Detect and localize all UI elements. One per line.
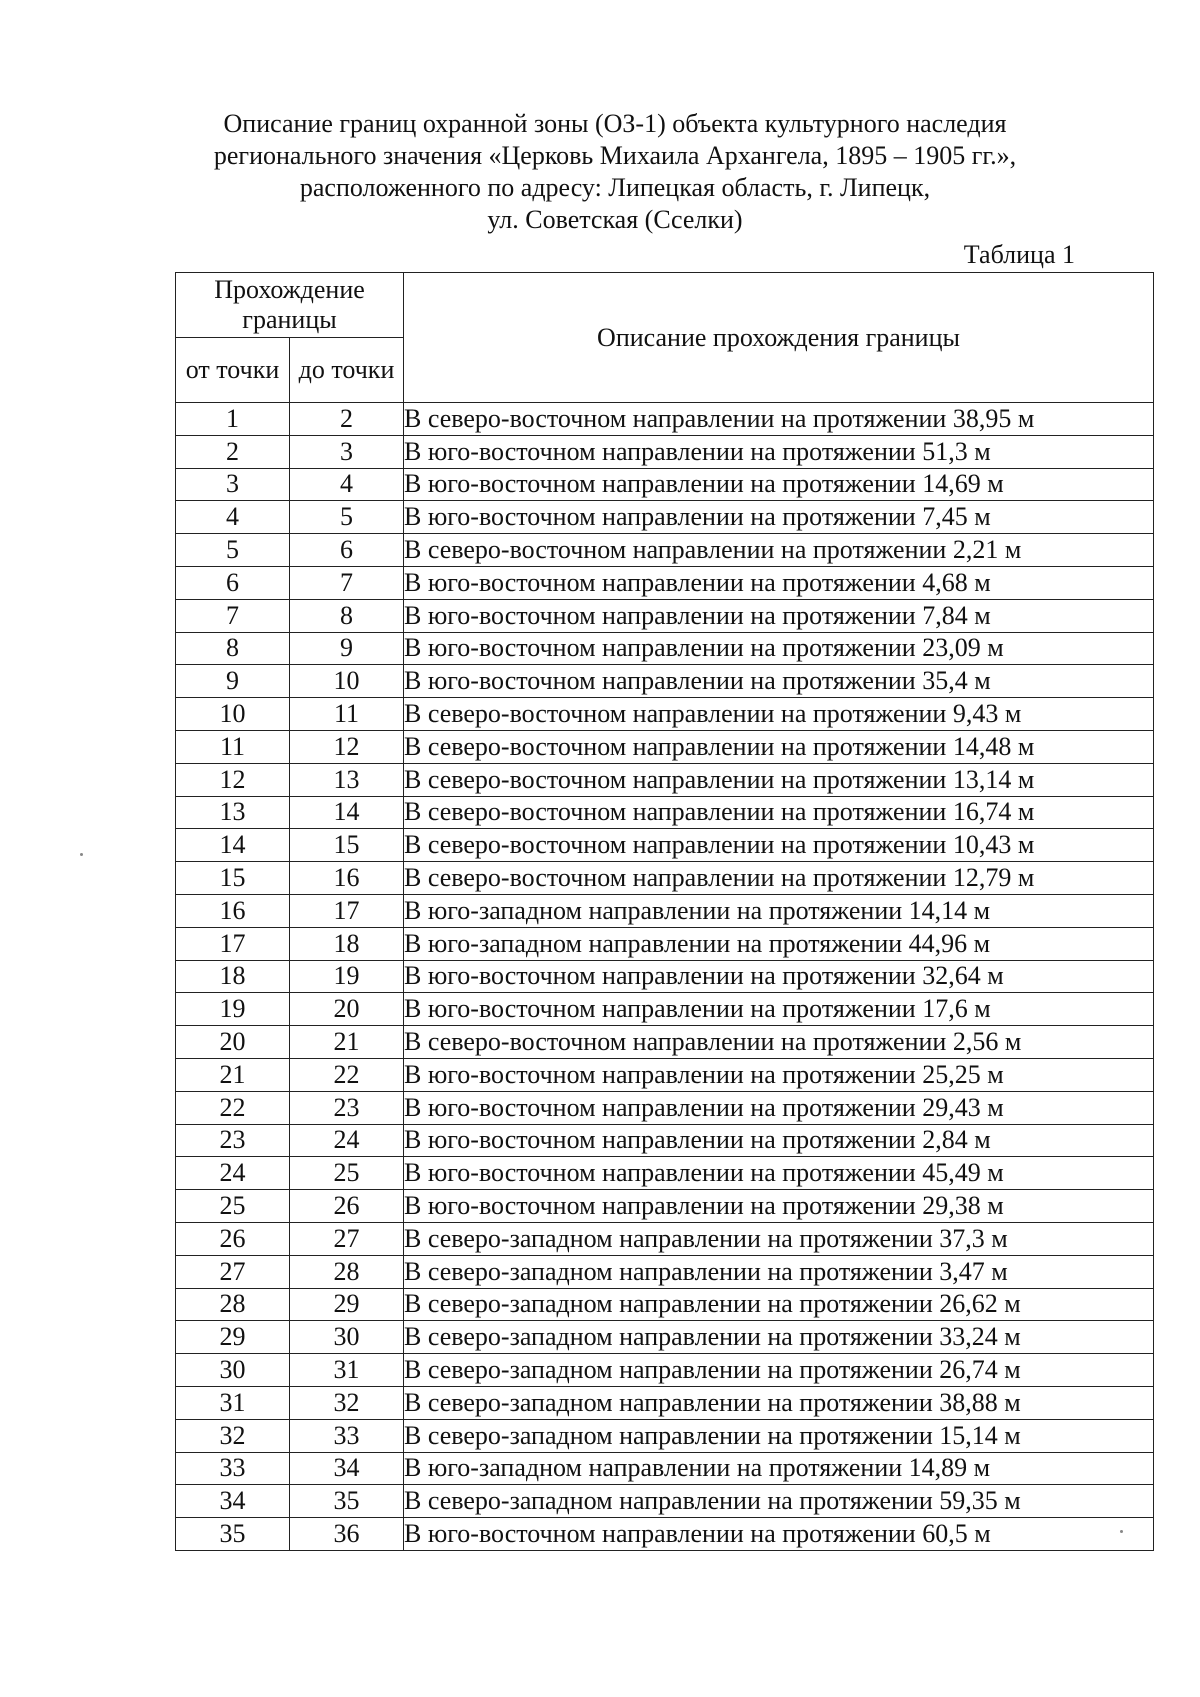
cell-to-point: 4 xyxy=(290,468,404,501)
cell-description: В юго-восточном направлении на протяжении 35,4 м xyxy=(404,665,1154,698)
document-title xyxy=(160,108,1070,236)
cell-to-point: 27 xyxy=(290,1222,404,1255)
cell-description: В северо-западном направлении на протяжении 37,3 м xyxy=(404,1222,1154,1255)
table-label: Таблица 1 xyxy=(963,240,1075,269)
header-from-point: от точки xyxy=(176,338,290,403)
cell-from-point: 1 xyxy=(176,403,290,436)
table-row xyxy=(176,468,1154,501)
cell-description: В юго-восточном направлении на протяжении 7,84 м xyxy=(404,599,1154,632)
table-row xyxy=(176,1091,1154,1124)
cell-from-point: 8 xyxy=(176,632,290,665)
table-row xyxy=(176,1485,1154,1518)
cell-to-point: 30 xyxy=(290,1321,404,1354)
table-row xyxy=(176,698,1154,731)
table-row xyxy=(176,435,1154,468)
cell-to-point: 29 xyxy=(290,1288,404,1321)
cell-from-point: 32 xyxy=(176,1419,290,1452)
cell-from-point: 2 xyxy=(176,435,290,468)
table-row xyxy=(176,993,1154,1026)
header-boundary-passage: Прохождение границы xyxy=(176,273,404,338)
cell-description: В северо-восточном направлении на протяжении 2,56 м xyxy=(404,1026,1154,1059)
title-line: расположенного по адресу: Липецкая область, г. Липецк, xyxy=(299,173,931,202)
cell-from-point: 30 xyxy=(176,1354,290,1387)
table-row xyxy=(176,665,1154,698)
cell-to-point: 28 xyxy=(290,1255,404,1288)
cell-to-point: 35 xyxy=(290,1485,404,1518)
scan-speck xyxy=(80,853,83,856)
boundary-table xyxy=(175,272,1154,1551)
cell-from-point: 18 xyxy=(176,960,290,993)
table-row xyxy=(176,534,1154,567)
title-line: регионального значения «Церковь Михаила Архангела, 1895 – 1905 гг.», xyxy=(213,141,1017,170)
table-row xyxy=(176,501,1154,534)
table-row xyxy=(176,1321,1154,1354)
cell-from-point: 26 xyxy=(176,1222,290,1255)
table-row xyxy=(176,1288,1154,1321)
cell-from-point: 23 xyxy=(176,1124,290,1157)
header-to-point: до точки xyxy=(290,338,404,403)
cell-from-point: 13 xyxy=(176,796,290,829)
table-row xyxy=(176,1058,1154,1091)
table-row xyxy=(176,1419,1154,1452)
cell-to-point: 24 xyxy=(290,1124,404,1157)
cell-from-point: 33 xyxy=(176,1452,290,1485)
cell-description: В северо-западном направлении на протяжении 33,24 м xyxy=(404,1321,1154,1354)
cell-description: В юго-восточном направлении на протяжении 7,45 м xyxy=(404,501,1154,534)
cell-from-point: 7 xyxy=(176,599,290,632)
cell-from-point: 10 xyxy=(176,698,290,731)
cell-description: В северо-западном направлении на протяжении 59,35 м xyxy=(404,1485,1154,1518)
cell-from-point: 27 xyxy=(176,1255,290,1288)
cell-to-point: 10 xyxy=(290,665,404,698)
cell-to-point: 22 xyxy=(290,1058,404,1091)
cell-from-point: 20 xyxy=(176,1026,290,1059)
cell-from-point: 5 xyxy=(176,534,290,567)
cell-description: В юго-восточном направлении на протяжении 45,49 м xyxy=(404,1157,1154,1190)
cell-from-point: 12 xyxy=(176,763,290,796)
cell-description: В северо-восточном направлении на протяжении 10,43 м xyxy=(404,829,1154,862)
cell-to-point: 8 xyxy=(290,599,404,632)
cell-to-point: 23 xyxy=(290,1091,404,1124)
header-description: Описание прохождения границы xyxy=(404,273,1154,403)
cell-to-point: 16 xyxy=(290,862,404,895)
cell-to-point: 15 xyxy=(290,829,404,862)
cell-from-point: 3 xyxy=(176,468,290,501)
cell-to-point: 19 xyxy=(290,960,404,993)
cell-to-point: 33 xyxy=(290,1419,404,1452)
cell-description: В северо-восточном направлении на протяжении 13,14 м xyxy=(404,763,1154,796)
table-row xyxy=(176,1386,1154,1419)
table-row xyxy=(176,763,1154,796)
cell-description: В юго-восточном направлении на протяжении 14,69 м xyxy=(404,468,1154,501)
cell-to-point: 32 xyxy=(290,1386,404,1419)
table-row xyxy=(176,599,1154,632)
cell-from-point: 17 xyxy=(176,927,290,960)
title-line: ул. Советская (Сселки) xyxy=(487,205,743,234)
cell-to-point: 12 xyxy=(290,730,404,763)
cell-description: В северо-восточном направлении на протяжении 2,21 м xyxy=(404,534,1154,567)
table-row xyxy=(176,1518,1154,1551)
table-row xyxy=(176,960,1154,993)
cell-from-point: 24 xyxy=(176,1157,290,1190)
cell-from-point: 14 xyxy=(176,829,290,862)
cell-to-point: 14 xyxy=(290,796,404,829)
scan-speck xyxy=(1120,1530,1123,1533)
table-row xyxy=(176,1190,1154,1223)
cell-description: В юго-восточном направлении на протяжении 23,09 м xyxy=(404,632,1154,665)
cell-from-point: 11 xyxy=(176,730,290,763)
cell-to-point: 31 xyxy=(290,1354,404,1387)
table-row xyxy=(176,1124,1154,1157)
cell-to-point: 20 xyxy=(290,993,404,1026)
cell-from-point: 19 xyxy=(176,993,290,1026)
cell-description: В юго-восточном направлении на протяжении 51,3 м xyxy=(404,435,1154,468)
cell-description: В северо-западном направлении на протяжении 15,14 м xyxy=(404,1419,1154,1452)
table-row xyxy=(176,796,1154,829)
table-row xyxy=(176,1255,1154,1288)
cell-description: В юго-восточном направлении на протяжении 4,68 м xyxy=(404,566,1154,599)
cell-description: В юго-восточном направлении на протяжении 2,84 м xyxy=(404,1124,1154,1157)
table-row xyxy=(176,566,1154,599)
cell-from-point: 34 xyxy=(176,1485,290,1518)
cell-description: В северо-восточном направлении на протяжении 14,48 м xyxy=(404,730,1154,763)
cell-description: В северо-восточном направлении на протяжении 9,43 м xyxy=(404,698,1154,731)
cell-description: В юго-западном направлении на протяжении 14,14 м xyxy=(404,894,1154,927)
cell-from-point: 28 xyxy=(176,1288,290,1321)
cell-description: В северо-западном направлении на протяжении 26,74 м xyxy=(404,1354,1154,1387)
cell-description: В юго-восточном направлении на протяжении 32,64 м xyxy=(404,960,1154,993)
table-row xyxy=(176,730,1154,763)
table-row xyxy=(176,403,1154,436)
cell-to-point: 36 xyxy=(290,1518,404,1551)
cell-description: В северо-западном направлении на протяжении 38,88 м xyxy=(404,1386,1154,1419)
cell-to-point: 34 xyxy=(290,1452,404,1485)
title-line: Описание границ охранной зоны (ОЗ-1) объекта культурного наследия xyxy=(223,109,1007,138)
cell-from-point: 29 xyxy=(176,1321,290,1354)
cell-from-point: 4 xyxy=(176,501,290,534)
cell-description: В северо-восточном направлении на протяжении 38,95 м xyxy=(404,403,1154,436)
cell-from-point: 35 xyxy=(176,1518,290,1551)
cell-to-point: 3 xyxy=(290,435,404,468)
cell-to-point: 6 xyxy=(290,534,404,567)
cell-from-point: 31 xyxy=(176,1386,290,1419)
cell-from-point: 9 xyxy=(176,665,290,698)
cell-to-point: 17 xyxy=(290,894,404,927)
table-row xyxy=(176,894,1154,927)
cell-description: В юго-восточном направлении на протяжении 60,5 м xyxy=(404,1518,1154,1551)
cell-description: В северо-восточном направлении на протяжении 12,79 м xyxy=(404,862,1154,895)
cell-description: В северо-западном направлении на протяжении 26,62 м xyxy=(404,1288,1154,1321)
cell-to-point: 5 xyxy=(290,501,404,534)
cell-description: В северо-восточном направлении на протяжении 16,74 м xyxy=(404,796,1154,829)
cell-description: В северо-западном направлении на протяжении 3,47 м xyxy=(404,1255,1154,1288)
table-row xyxy=(176,927,1154,960)
cell-from-point: 6 xyxy=(176,566,290,599)
table-row xyxy=(176,829,1154,862)
table-row xyxy=(176,1354,1154,1387)
cell-to-point: 26 xyxy=(290,1190,404,1223)
cell-to-point: 25 xyxy=(290,1157,404,1190)
cell-to-point: 18 xyxy=(290,927,404,960)
table-row xyxy=(176,862,1154,895)
cell-to-point: 21 xyxy=(290,1026,404,1059)
cell-from-point: 22 xyxy=(176,1091,290,1124)
cell-description: В юго-восточном направлении на протяжении 17,6 м xyxy=(404,993,1154,1026)
table-row xyxy=(176,632,1154,665)
table-row xyxy=(176,1452,1154,1485)
cell-description: В юго-восточном направлении на протяжении 29,43 м xyxy=(404,1091,1154,1124)
cell-description: В юго-западном направлении на протяжении 44,96 м xyxy=(404,927,1154,960)
cell-from-point: 15 xyxy=(176,862,290,895)
cell-from-point: 16 xyxy=(176,894,290,927)
cell-description: В юго-западном направлении на протяжении 14,89 м xyxy=(404,1452,1154,1485)
table-row xyxy=(176,1157,1154,1190)
cell-description: В юго-восточном направлении на протяжении 25,25 м xyxy=(404,1058,1154,1091)
cell-from-point: 21 xyxy=(176,1058,290,1091)
table-row xyxy=(176,1222,1154,1255)
cell-to-point: 9 xyxy=(290,632,404,665)
cell-to-point: 2 xyxy=(290,403,404,436)
cell-to-point: 11 xyxy=(290,698,404,731)
cell-description: В юго-восточном направлении на протяжении 29,38 м xyxy=(404,1190,1154,1223)
table-body xyxy=(176,403,1154,1551)
cell-from-point: 25 xyxy=(176,1190,290,1223)
cell-to-point: 7 xyxy=(290,566,404,599)
cell-to-point: 13 xyxy=(290,763,404,796)
table-row xyxy=(176,1026,1154,1059)
